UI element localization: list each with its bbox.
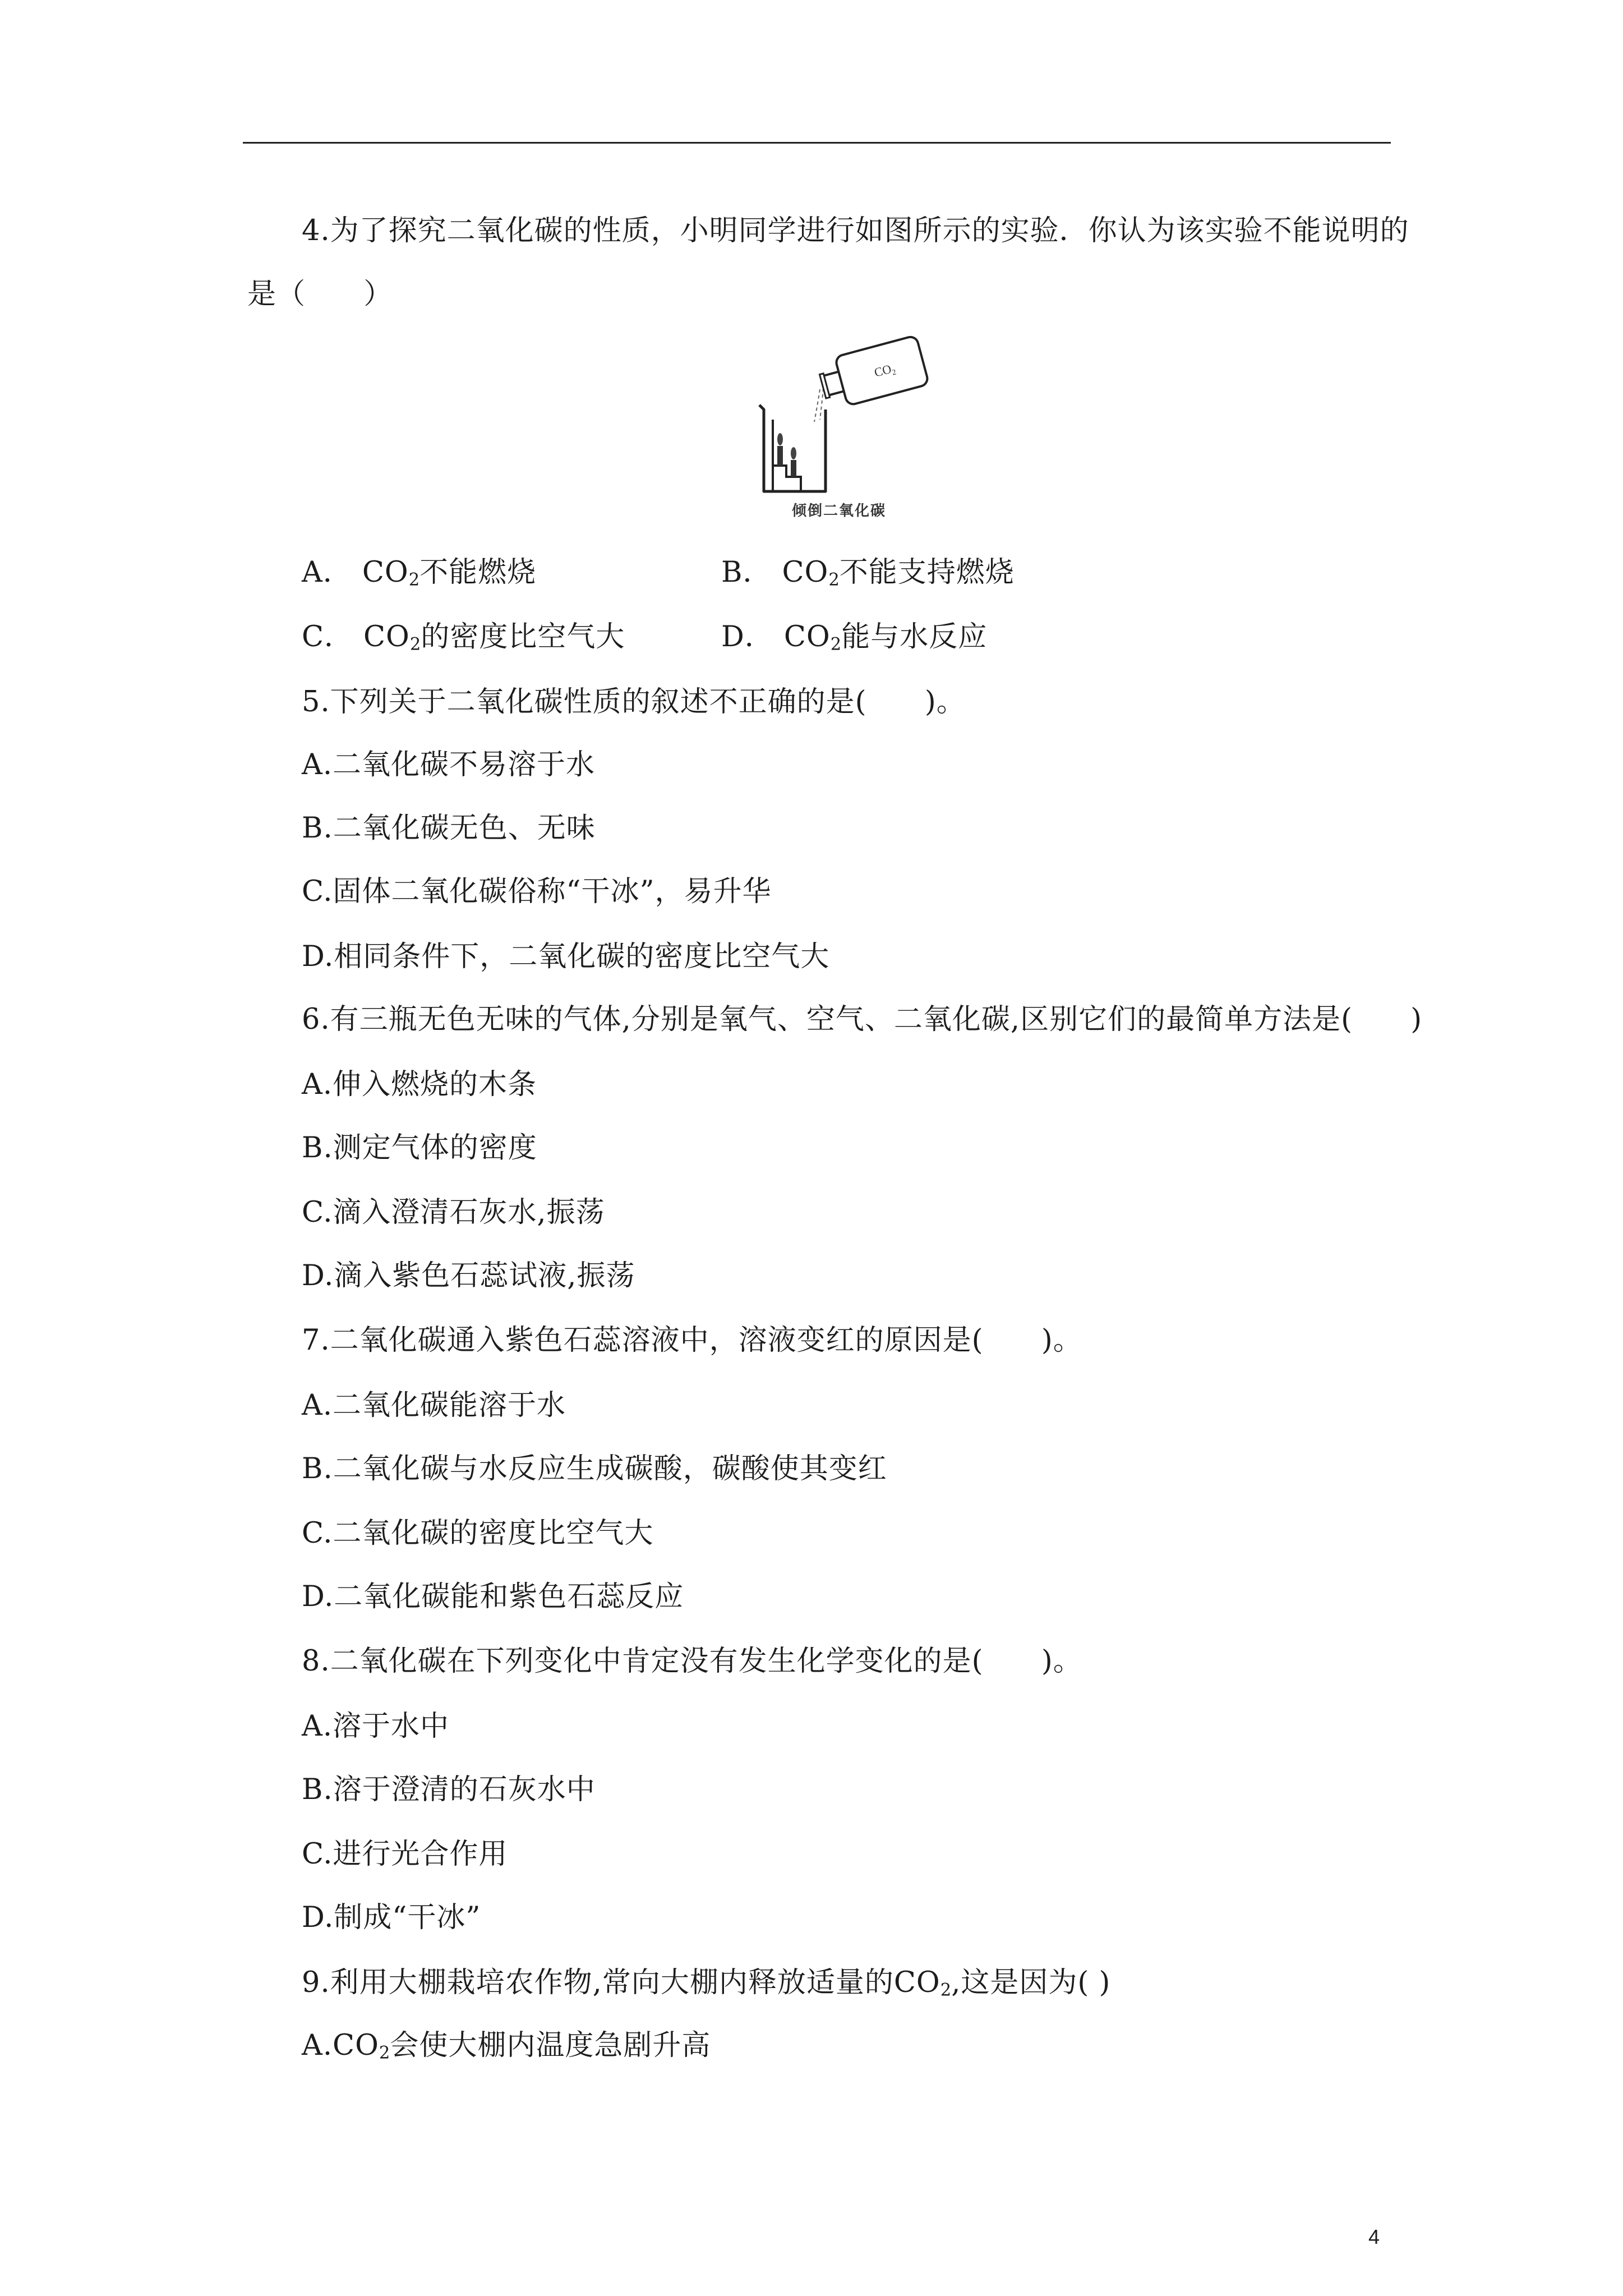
chem-subscript: 2 <box>830 634 842 655</box>
question-4-option-a <box>302 558 536 595</box>
chem-subscript: 2 <box>409 634 421 655</box>
question-9-option-a <box>302 2031 711 2068</box>
chem-subscript: 2 <box>940 1980 952 2000</box>
question-4-stem: 4.为了探究二氧化碳的性质，小明同学进行如图所示的实验．你认为该实验不能说明的 <box>302 214 1409 247</box>
question-7-stem: 7.二氧化碳通入紫色石蕊溶液中，溶液变红的原因是( )。 <box>302 1324 1082 1357</box>
option-label: D． <box>721 620 774 654</box>
bottle-label-subscript: 2 <box>891 368 897 378</box>
header-rule <box>243 142 1391 144</box>
option-text: 会使大棚内温度急剧升高 <box>390 2029 711 2062</box>
question-5-option-c: C.固体二氧化碳俗称“干冰”，易升华 <box>302 875 772 908</box>
chem-formula: CO <box>783 620 831 654</box>
chem-formula: CO <box>362 556 409 589</box>
chem-formula: CO <box>893 1966 940 1999</box>
question-8-stem: 8.二氧化碳在下列变化中肯定没有发生化学变化的是( )。 <box>302 1645 1082 1678</box>
question-5-stem: 5.下列关于二氧化碳性质的叙述不正确的是( )。 <box>302 685 966 719</box>
question-8-option-d: D.制成“干冰” <box>302 1901 481 1934</box>
question-6-option-a: A.伸入燃烧的木条 <box>302 1068 537 1101</box>
question-4-option-c <box>302 620 625 659</box>
stem-text: 9.利用大棚栽培农作物,常向大棚内释放适量的 <box>302 1966 894 1999</box>
option-text: 不能支持燃烧 <box>839 556 1015 589</box>
option-text: 不能燃烧 <box>419 556 537 589</box>
question-7-option-c: C.二氧化碳的密度比空气大 <box>302 1517 654 1550</box>
question-4-option-b <box>721 558 1015 595</box>
candle-upper <box>777 446 783 466</box>
candle-flame-lower <box>791 447 796 459</box>
question-5-option-b: B.二氧化碳无色、无味 <box>302 812 596 845</box>
question-7-option-d: D.二氧化碳能和紫色石蕊反应 <box>302 1580 684 1613</box>
chem-subscript: 2 <box>408 570 420 590</box>
option-label: A. <box>302 2029 333 2062</box>
co2-stream <box>814 388 823 422</box>
question-7-option-a: A.二氧化碳能溶于水 <box>302 1389 566 1422</box>
bottle-label-formula: CO <box>873 361 893 380</box>
chem-formula: CO <box>782 556 829 589</box>
candle-flame-upper <box>777 433 783 445</box>
question-8-option-c: C.进行光合作用 <box>302 1838 508 1871</box>
question-6-option-d: D.滴入紫色石蕊试液,振荡 <box>302 1259 635 1292</box>
option-label: B． <box>721 556 772 589</box>
candle-stand <box>773 420 801 491</box>
question-8-option-a: A.溶于水中 <box>302 1710 450 1743</box>
page-number: 4 <box>1368 2225 1380 2248</box>
experiment-figure <box>751 325 942 499</box>
candle-lower <box>791 460 796 477</box>
chem-formula: CO <box>363 620 410 654</box>
option-text: 的密度比空气大 <box>421 620 625 654</box>
question-8-option-b: B.溶于澄清的石灰水中 <box>302 1773 596 1806</box>
option-label: C． <box>302 620 354 654</box>
question-5-option-d: D.相同条件下，二氧化碳的密度比空气大 <box>302 940 830 973</box>
option-text: 能与水反应 <box>841 620 988 654</box>
chem-subscript: 2 <box>379 2043 390 2063</box>
question-4-option-d <box>721 620 988 659</box>
question-6-option-b: B.测定气体的密度 <box>302 1131 537 1165</box>
chem-subscript: 2 <box>828 570 840 590</box>
figure-caption: 倾倒二氧化碳 <box>791 503 886 519</box>
stem-text-end: ,这是因为( ) <box>951 1966 1111 1999</box>
question-9-stem <box>302 1968 1110 2005</box>
question-4-stem-continued: 是（ ） <box>247 278 393 311</box>
gas-bottle <box>817 335 929 411</box>
option-label: A． <box>302 556 352 589</box>
question-6-option-c: C.滴入澄清石灰水,振荡 <box>302 1196 605 1229</box>
question-7-option-b: B.二氧化碳与水反应生成碳酸，碳酸使其变红 <box>302 1452 887 1485</box>
question-6-stem: 6.有三瓶无色无味的气体,分别是氧气、空气、二氧化碳,区别它们的最简单方法是( ) <box>302 1003 1423 1036</box>
question-5-option-a: A.二氧化碳不易溶于水 <box>302 748 596 781</box>
chem-formula: CO <box>333 2029 379 2062</box>
